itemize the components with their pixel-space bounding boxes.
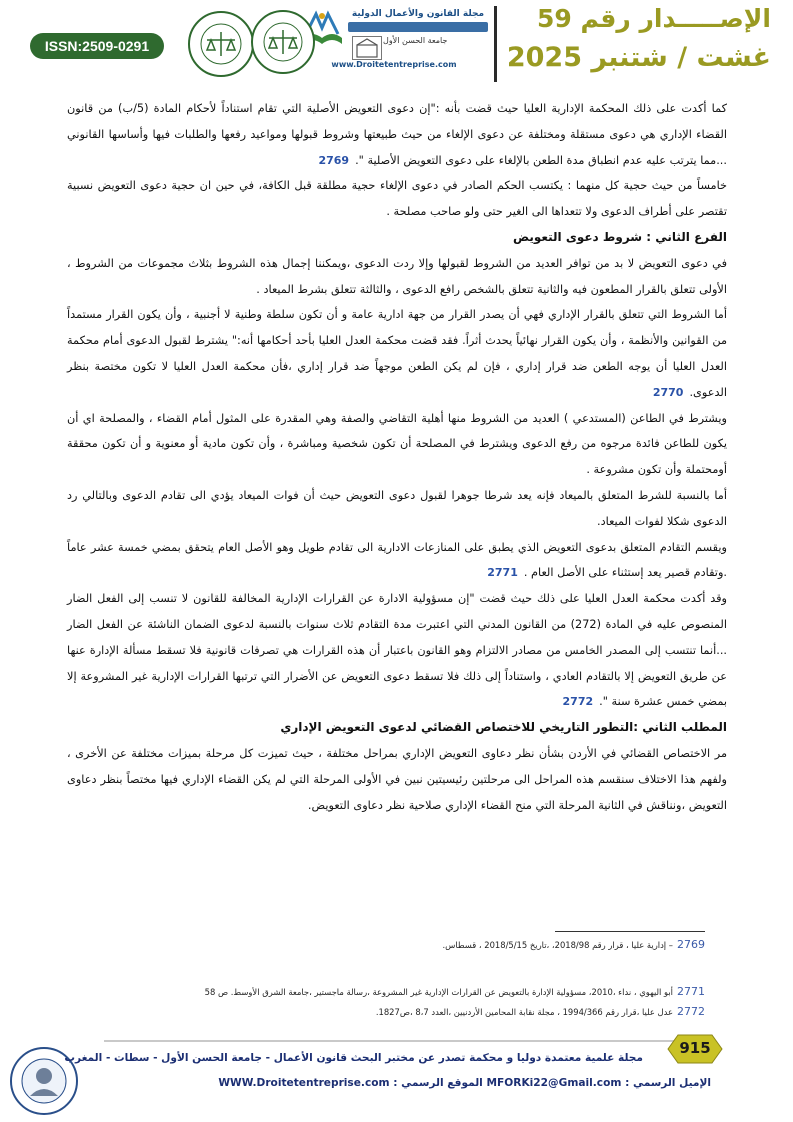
footnote-number: 2771 (677, 985, 705, 998)
footnote-ref[interactable]: 2771 (487, 566, 518, 580)
section-heading: الفرع الثاني : شروط دعوى التعويض (512, 229, 727, 244)
journal-name: مجلة القانون والأعمال الدولية (351, 9, 485, 19)
footnote-ref[interactable]: 2769 (318, 153, 350, 167)
footnote-text: – إدارية عليا ، قرار رقم 2018/98، ،تاريخ 2018/5/15 ، قسطاس. (442, 940, 673, 950)
issn-badge: ISSN:2509-0291 (30, 33, 164, 59)
footnote-number: 2769 (677, 938, 705, 951)
paragraph: ويشترط في الطاعن (المستدعي ) العديد من الشروط منها أهلية التقاضي والصفة وهي المقدرة على المثول أمام القضاء ، والمصلحة اي أن يكون للطاعن فائدة مرجوه من رفع الدعوى ويشترط في المصلحة أن تكون شخصية ومباشرة ، وأن تكون مادية أو معنوية و أن تكون محققة أومحتملة وأن تكون مشروعة . (67, 411, 727, 477)
paragraph: في دعوى التعويض لا بد من توافر العديد من الشروط لقبولها وإلا ردت الدعوى ،ويمكننا إجمال هذه الشروط بثلاث مجموعات من الشروط ، الأولى تتعلق بالقرار المطعون فيه والثانية تتعلق بالشخص رافع الدعوى ، والثالثة تتعلق بشرط الميعاد . (67, 256, 727, 296)
paragraph (67, 535, 727, 587)
paragraph-text: أما الشروط التي تتعلق بالقرار الإداري فهي أن يصدر القرار من جهة ادارية عامة و أن تكون سلطة وطنية لا أجنبية ، وأن يكون القرار مستمداً من القوانين والأنظمة ، وأن يكون القرار نهائياً يحدث أثراً. فقد قضت محكمة العدل العليا بأحد أحكامها أنه:" يشترط لقبول الدعوى أمام محكمة العدل العليا أن يوجه الطعن ضد قرار إداري ، فإن لم يكن الطعن موجهاً ضد قرار إداري ،فأن محكمة العدل العليا لا تكون مختصة بنظر الدعوى. (67, 308, 727, 399)
footer-divider (104, 1040, 684, 1042)
footer-journal-line: مجلة علمية معتمدة دوليا و محكمة تصدر عن مختبر البحث قانون الأعمال - جامعة الحسن الأول - سطات - المغرب (64, 1052, 643, 1064)
footnote-divider (555, 931, 705, 932)
paragraph-text: كما أكدت على ذلك المحكمة الإدارية العليا حيث قضت بأنه :"إن دعوى التعويض الأصلية التي تقام استناداً لأحكام المادة (5/ب) من قانون القضاء الإداري هي دعوى مستقلة ومختلفة عن دعوى الإلغاء من حيث طبيعتها وشروط قبولها ومواعيد رفعها والطلبات فيها وأساسها القانوني ...مما يترتب عليه عدم انطباق مدة الطعن بالإلغاء على دعوى التعويض الأصلية ". (67, 102, 727, 167)
section-heading: المطلب الثاني :التطور التاريخي للاختصاص القضائي لدعوى التعويض الإداري (280, 720, 727, 735)
footnote-number: 2772 (677, 1005, 705, 1018)
law-lab-seal-icon (187, 10, 255, 78)
paragraph (67, 586, 727, 715)
page-number: 915 (679, 1039, 711, 1057)
paragraph (67, 96, 727, 173)
footer-contact-line: الإميل الرسمي : MFORKi22@Gmail.com الموقع الرسمي : WWW.Droitetentreprise.com (218, 1077, 711, 1089)
footnote (65, 938, 705, 951)
header-website: www.Droitetentreprise.com (331, 60, 457, 69)
footnote-ref[interactable]: 2772 (562, 695, 594, 709)
footnote-text: عدل عليا ،قرار رقم 1994/366 ، مجلة نقابة المحامين الأردنيين ،العدد 8،7 ،ص1827. (375, 1007, 673, 1017)
footnote (65, 1005, 705, 1018)
research-seal-icon (250, 8, 316, 76)
footnote-text: أبو اليهوي ، نداء ،2010، مسؤولية الإدارة بالتعويض عن القرارات الإدارية غير المشروعة ،رسالة ماجستير ،جامعة الشرق الأوسط. ص 58 (204, 987, 673, 997)
journal-banner (348, 22, 488, 32)
paragraph-text: ويقسم التقادم المتعلق بدعوى التعويض الذي يطبق على المنازعات الادارية الى تقادم طويل وهو الأصل العام يتحقق بمضي خمسة عشر عاماً .وتقادم قصير يعد إستثناء على الأصل العام . (67, 540, 727, 580)
issue-number: الإصـــــدار رقم 59 (536, 4, 771, 33)
paragraph: مر الاختصاص القضائي في الأردن بشأن نظر دعاوى التعويض الإداري بمراحل مختلفة ، حيث تميزت كل مرحلة بميزات مختلفة عن الأخرى ، ولفهم هذا الاختلاف سنقسم هذه المراحل الى مرحلتين رئيسيتين نبين في الأولى المرحلة التي لم يكن القضاء الإداري فيها مختصاً بنظر دعاوى التعويض ،ونناقش في الثانية المرحلة التي منح القضاء الإداري صلاحية نظر دعاوى التعويض. (67, 746, 727, 812)
footnote (65, 985, 705, 998)
issue-date: غشت / شتنبر 2025 (506, 42, 771, 73)
university-name: جامعة الحسن الأول (383, 36, 448, 45)
header-divider (494, 6, 497, 82)
university-logo-icon (352, 36, 382, 60)
paragraph: خامساً من حيث حجية كل منهما : يكتسب الحكم الصادر في دعوى الإلغاء حجية مطلقة قبل الكافة، في حين ان حجية دعوى التعويض نسبية تقتصر على أطراف الدعوى ولا تتعداها الى الغير حتى ولو صاحب مصلحة . (67, 179, 727, 219)
footnote-ref[interactable]: 2770 (652, 385, 684, 399)
paragraph: أما بالنسبة للشرط المتعلق بالميعاد فإنه يعد شرطا جوهرا لقبول دعوى التعويض حيث أن فوات الميعاد يؤدي الى تقادم الدعوى وبالتالي رد الدعوى شكلا لفوات الميعاد. (67, 488, 727, 528)
paragraph-text: وقد أكدت محكمة العدل العليا على ذلك حيث قضت "إن مسؤولية الادارة عن القرارات الإدارية المخالفة للقانون لا تنسب إلى الفعل الضار المنصوص عليه في المادة (272) من القانون المدني التي اعتبرت مدة التقادم ثلاث سنوات بالنسبة لدعوى الضمان الناشئة عن الفعل الضار ...أنما تنتسب إلى المصدر الخامس من مصادر الالتزام وهو القانون باعتبار أن هذه القرارات هي تصرفات قانونية فلا تسقط مسألة الإدارة عنها عن طريق التعويض إلا بالتقادم العادي ، واستناداً إلى ذلك فلا تسقط دعوى التعويض عن الأضرار التي ترتبها القرارات الإدارية غير المشروعة إلا بمضي خمس عشرة سنة ". (67, 592, 727, 709)
article-body (67, 96, 727, 818)
paragraph (67, 302, 727, 405)
